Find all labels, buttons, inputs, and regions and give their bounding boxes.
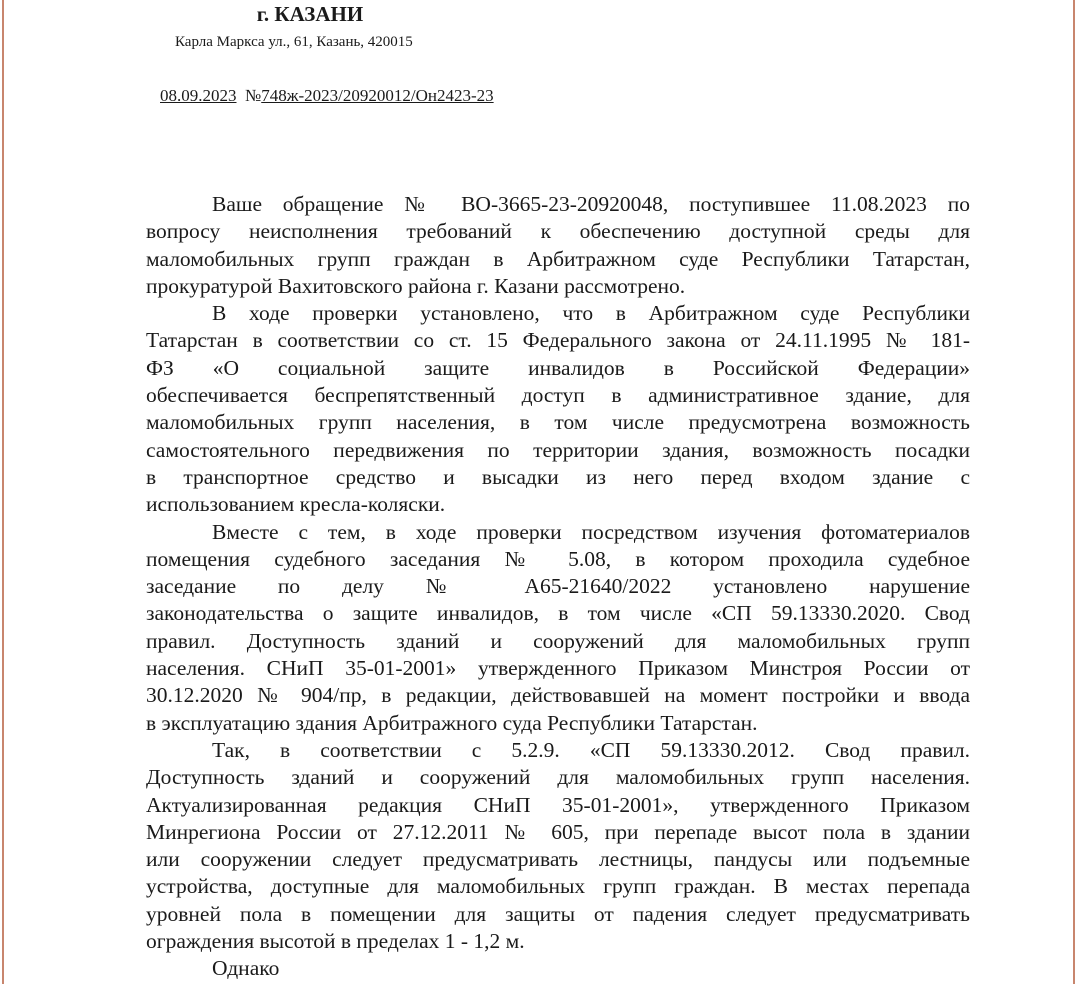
text-line: или сооружении следует предусматривать лестницы, пандусы или подъемные bbox=[146, 847, 970, 872]
text-line: заседание по делу № А65-21640/2022 установлено нарушение bbox=[146, 574, 970, 599]
text-line: Однако bbox=[212, 956, 280, 981]
letterhead-address: Карла Маркса ул., 61, Казань, 420015 bbox=[175, 34, 413, 50]
text-line: в транспортное средство и высадки из него перед входом здание с bbox=[146, 464, 970, 489]
letter-body bbox=[146, 191, 970, 983]
text-line: прокуратурой Вахитовского района г. Казани рассмотрено. bbox=[146, 273, 686, 298]
text-line: правил. Доступность зданий и сооружений для маломобильных групп bbox=[146, 628, 970, 653]
text-line: самостоятельного передвижения по территории здания, возможность посадки bbox=[146, 437, 970, 462]
text-line: Актуализированная редакция СНиП 35-01-2001», утвержденного Приказом bbox=[146, 792, 970, 817]
text-line: Доступность зданий и сооружений для маломобильных групп населения. bbox=[146, 765, 970, 790]
text-line: Татарстан в соответствии со ст. 15 Федерального закона от 24.11.1995 № 181- bbox=[146, 328, 970, 353]
text-line: ФЗ «О социальной защите инвалидов в Российской Федерации» bbox=[146, 355, 970, 380]
text-line: обеспечивается беспрепятственный доступ в административное здание, для bbox=[146, 383, 970, 408]
text-line: Минрегиона России от 27.12.2011 № 605, при перепаде высот пола в здании bbox=[146, 819, 970, 844]
page-border-left bbox=[2, 0, 4, 984]
text-line: маломобильных групп населения, в том числе предусмотрена возможность bbox=[146, 410, 970, 435]
number-sign: № bbox=[245, 86, 262, 105]
text-line: использованием кресла-коляски. bbox=[146, 492, 446, 517]
text-line: вопросу неисполнения требований к обеспечению доступной среды для bbox=[146, 219, 970, 244]
text-line: Ваше обращение № ВО-3665-23-20920048, поступившее 11.08.2023 по bbox=[212, 192, 970, 216]
document-date: 08.09.2023 bbox=[160, 86, 237, 105]
text-line: Вместе с тем, в ходе проверки посредством изучения фотоматериалов bbox=[212, 519, 970, 544]
text-line: устройства, доступные для маломобильных групп граждан. В местах перепада bbox=[146, 874, 970, 899]
letterhead-city: г. КАЗАНИ bbox=[256, 2, 364, 26]
text-line: помещения судебного заседания № 5.08, в котором проходила судебное bbox=[146, 546, 970, 571]
text-line: ограждения высотой в пределах 1 - 1,2 м. bbox=[146, 929, 525, 954]
text-line: законодательства о защите инвалидов, в том числе «СП 59.13330.2020. Свод bbox=[146, 601, 970, 626]
text-line: уровней пола в помещении для защиты от падения следует предусматривать bbox=[146, 901, 970, 926]
registration-line bbox=[160, 86, 494, 106]
text-line: населения. СНиП 35-01-2001» утвержденного Приказом Минстроя России от bbox=[146, 656, 970, 681]
text-line: в эксплуатацию здания Арбитражного суда Республики Татарстан. bbox=[146, 710, 758, 735]
text-line: 30.12.2020 № 904/пр, в редакции, действовавшей на момент постройки и ввода bbox=[146, 683, 970, 708]
text-line: маломобильных групп граждан в Арбитражном суде Республики Татарстан, bbox=[146, 246, 970, 271]
text-line: Так, в соответствии с 5.2.9. «СП 59.13330.2012. Свод правил. bbox=[212, 737, 970, 762]
page-border-right bbox=[1073, 0, 1075, 984]
document-number: 748ж-2023/20920012/Он2423-23 bbox=[261, 86, 494, 105]
text-line: В ходе проверки установлено, что в Арбитражном суде Республики bbox=[212, 301, 970, 326]
